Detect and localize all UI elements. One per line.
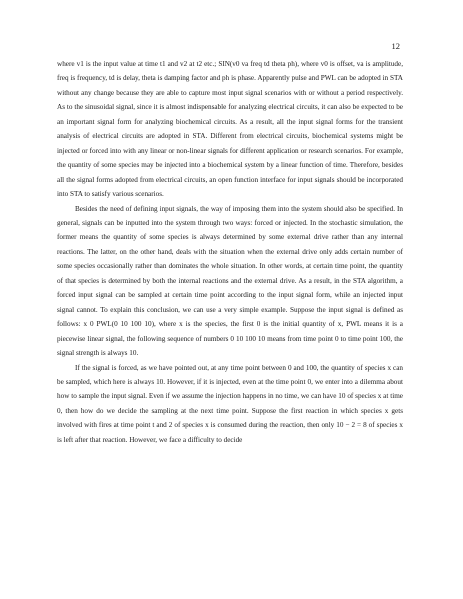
page-number: 12 <box>391 41 400 51</box>
paragraph: If the signal is forced, as we have pointed out, at any time point between 0 and 100, the quantity of species x can be sampled, which here is always 10. However, if it is injected, even at the time point 0, we enter into a dilemma about how to sample the input signal. Even if we assume the injection happens in no time, we can have 10 of species x at time 0, then how do we decide the sampling at the next time point. Suppose the first reaction in which species x gets involved with fires at time point t and 2 of species x is consumed during the reaction, then only 10 − 2 = 8 of species x is left after that reaction. However, we face a difficulty to decide <box>57 363 403 444</box>
paragraph: Besides the need of defining input signals, the way of imposing them into the system should also be specified. In general, signals can be inputted into the system through two ways: forced or injected. In the stochastic simulation, the former means the quantity of some species is always determined by some external drive rather than any internal reactions. The latter, on the other hand, deals with the situation when the external drive only adds certain number of some species occasionally rather than dominates the whole situation. In other words, at certain time point, the quantity of that species is determined by both the internal reactions and the external drive. As a result, in the STA algorithm, a forced input signal can be sampled at certain time point according to the input signal form, while an injected input signal cannot. To explain this conclusion, we can use a very simple example. Suppose the input signal is defined as follows: x 0 PWL(0 10 100 10), where x is the species, the first 0 is the initial quantity of x, PWL means it is a piecewise linear signal, the following sequence of numbers 0 10 100 10 means from time point 0 to time point 100, the signal strength is always 10. <box>57 204 403 358</box>
paragraph: where v1 is the input value at time t1 and v2 at t2 etc.; SIN(v0 va freq td theta ph), where v0 is offset, va is amplitude, freq is frequency, td is delay, theta is damping factor and ph is phase. Apparently pulse and PWL can be adopted in STA without any change because they are able to capture most input signal scenarios with or without a period respectively. As to the sinusoidal signal, since it is almost indispensable for analyzing electrical circuits, it can also be expected to be an important signal form for analyzing biochemical circuits. As a result, all the input signal forms for the transient analysis of electrical circuits are adopted in STA. Different from electrical circuits, biochemical systems might be injected or forced into with any linear or non-linear signals for different application or research scenarios. For example, the quantity of some species may be injected into a biochemical system by a linear function of time. Therefore, besides all the signal forms adopted from electrical circuits, an open function interface for input signals should be incorporated into STA to satisfy various scenarios. <box>57 60 403 199</box>
body-text <box>57 57 403 447</box>
